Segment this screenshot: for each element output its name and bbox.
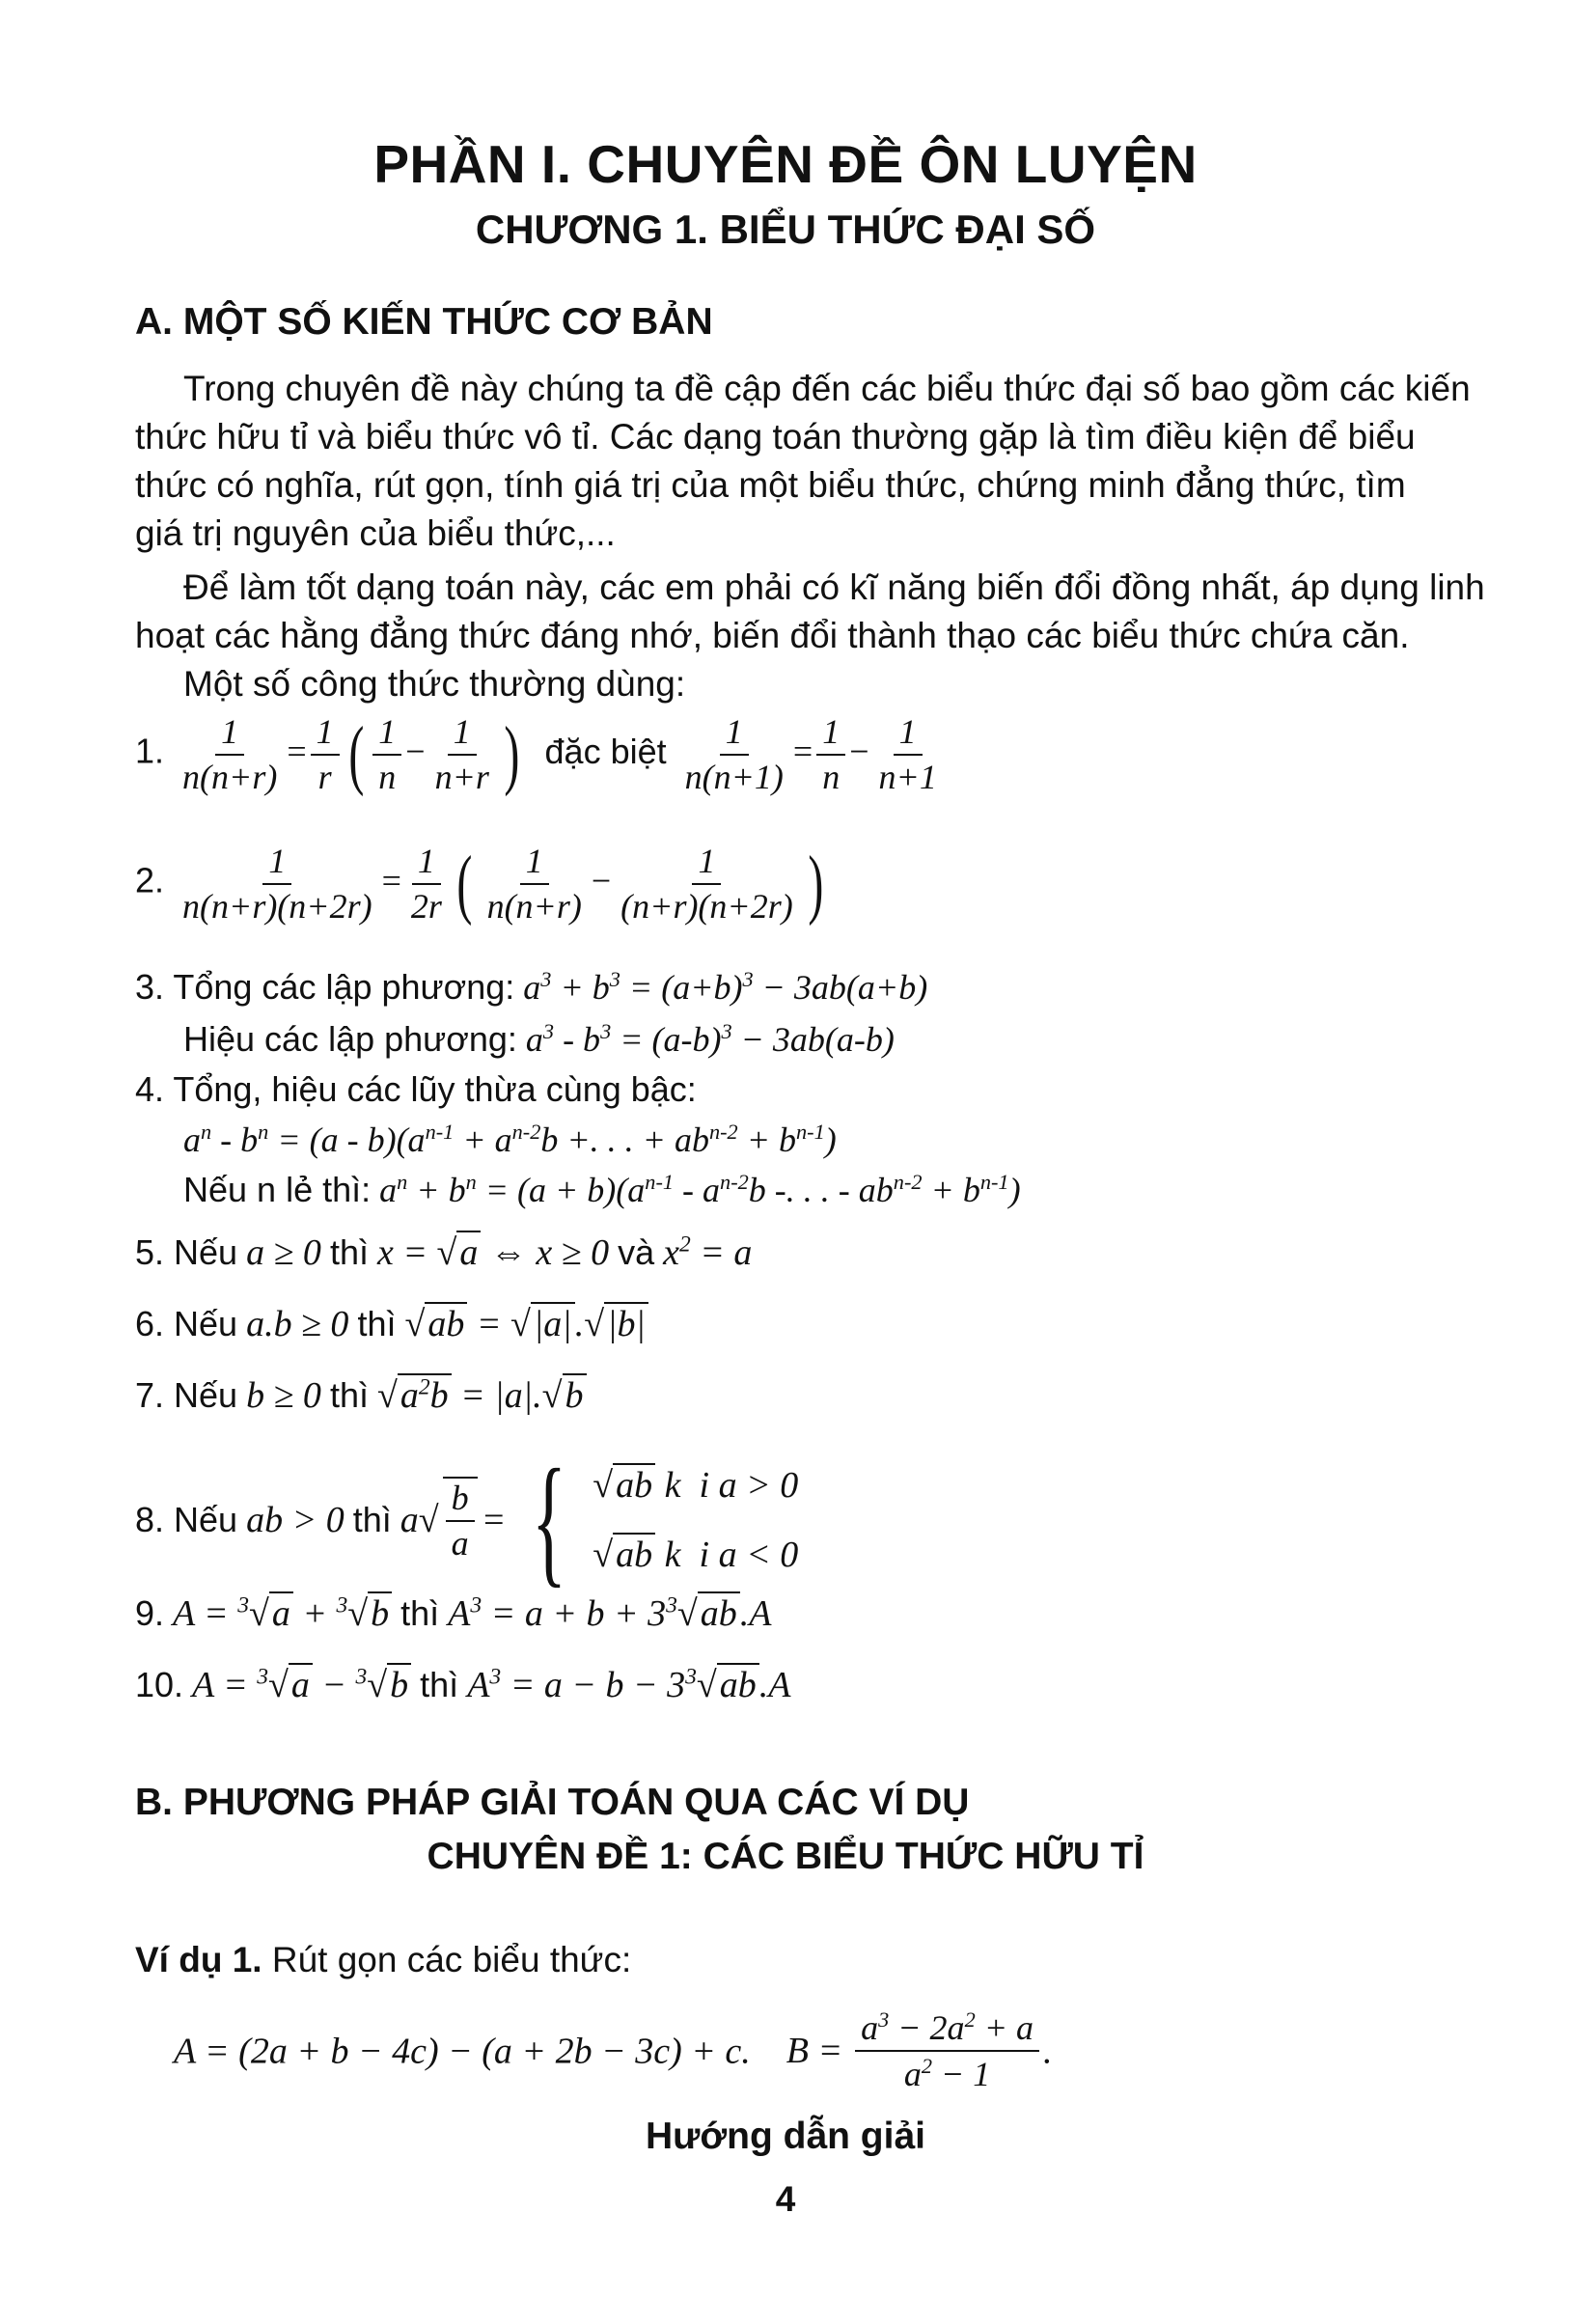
topic-title: CHUYÊN ĐỀ 1: CÁC BIỂU THỨC HỮU TỈ: [427, 1836, 1144, 1877]
formulas-intro: Một số công thức thường dùng:: [183, 664, 686, 704]
formula-3b-label: Hiệu các lập phương:: [183, 1019, 517, 1059]
part-title: PHẦN I. CHUYÊN ĐỀ ÔN LUYỆN: [373, 134, 1198, 194]
formula-4-label: 4. Tổng, hiệu các lũy thừa cùng bậc:: [135, 1069, 697, 1109]
para1-line1: Trong chuyên đề này chúng ta đề cập đến các biểu thức đại số bao gồm các kiến: [183, 369, 1471, 408]
formula-5-and: và: [618, 1232, 655, 1272]
section-a-heading: A. MỘT SỐ KIẾN THỨC CƠ BẢN: [135, 301, 713, 343]
formula-4b-label: Nếu n lẻ thì:: [183, 1170, 372, 1209]
formula-3b: Hiệu các lập phương: $a^3 - b^3 = (a-b)^3 - 3ab(a-b)$: [183, 1019, 895, 1059]
formula-2-number: 2.: [135, 860, 165, 900]
formula-8-then: thì: [352, 1500, 392, 1539]
page-number: 4: [775, 2179, 796, 2219]
formula-5-label: 5. Nếu: [135, 1232, 238, 1272]
formula-10-then: thì: [420, 1665, 459, 1704]
formula-2: 2. $\frac{1}{n(n+r)(n+2r)}$ = $\frac{1}{2r}$ ( $\frac{1}{n(n+r)}$ − $\frac{1}{(n+r)(n+2r)}$ ): [135, 842, 824, 927]
para1-line2: thức hữu tỉ và biểu thức vô tỉ. Các dạng toán thường gặp là tìm điều kiện để biểu: [135, 417, 1416, 456]
section-b-heading: B. PHƯƠNG PHÁP GIẢI TOÁN QUA CÁC VÍ DỤ: [135, 1782, 970, 1823]
formula-1-special: đặc biệt: [544, 731, 667, 771]
formula-1: 1. $\frac{1}{n(n+r)}$ = $\frac{1}{r}$ ( $\frac{1}{n}$ − $\frac{1}{n+r}$ ) đặc biệt $\frac{1}{n(n+1)}$ = $\frac{1}{n}$ − $\frac{1}{n+1}$: [135, 712, 937, 798]
para2-line1: Để làm tốt dạng toán này, các em phải có kĩ năng biến đổi đồng nhất, áp dụng linh: [183, 567, 1485, 607]
example-expressions: A = (2a + b − 4c) − (a + 2b − 3c) + c. B = $\frac{a^3 - 2a^2 + a}{a^2 - 1}$ .: [174, 2007, 1053, 2094]
chapter-title: CHƯƠNG 1. BIỂU THỨC ĐẠI SỐ: [475, 207, 1096, 252]
formula-6-label: 6. Nếu: [135, 1304, 238, 1343]
formula-9: 9. A = $^3$√a + $^3$√b thì $A^3 = a + b + 3^3√ab.A$: [135, 1592, 772, 1634]
formula-7: 7. Nếu b ≥ 0 thì $√a^2b = |a|.√b$: [135, 1374, 587, 1417]
formula-4b: Nếu n lẻ thì: $a^n + b^n = (a + b)(a^{n-1} - a^{n-2}b$ -. . . - $ab^{n-2} + b^{n-1}$): [183, 1170, 1021, 1209]
formula-1-number: 1.: [135, 731, 165, 771]
formula-9-label: 9.: [135, 1593, 165, 1633]
formula-4a: $a^n - b^n = (a - b)(a^{n-1} + a^{n-2}b$ +. . . + $ab^{n-2} + b^{n-1}$): [183, 1120, 837, 1159]
formula-5-then: thì: [329, 1232, 369, 1272]
formula-6: 6. Nếu a.b ≥ 0 thì √ab = √|a|.√|b|: [135, 1303, 648, 1345]
solution-label: Hướng dẫn giải: [646, 2116, 925, 2157]
formula-7-then: thì: [329, 1375, 369, 1415]
example-label: Ví dụ 1.: [135, 1940, 262, 1979]
formula-7-label: 7. Nếu: [135, 1375, 238, 1415]
para1-line4: giá trị nguyên của biểu thức,...: [135, 513, 616, 553]
formula-3a: 3. Tổng các lập phương: $a^3 + b^3 = (a+b)^3 - 3ab(a+b)$: [135, 967, 928, 1007]
para2-line2: hoạt các hằng đẳng thức đáng nhớ, biến đổi thành thạo các biểu thức chứa căn.: [135, 616, 1410, 655]
formula-3-label: 3. Tổng các lập phương:: [135, 967, 515, 1007]
formula-10-label: 10.: [135, 1665, 184, 1704]
formula-8: 8. Nếu ab > 0 thì a√ $\frac{b}{a}$ = { √ab k i a > 0 √ab k i a < 0: [135, 1440, 799, 1600]
para1-line3: thức có nghĩa, rút gọn, tính giá trị của một biểu thức, chứng minh đẳng thức, tìm: [135, 465, 1406, 505]
formula-10: 10. A = $^3$√a − $^3$√b thì $A^3 = a - b - 3^3√ab.A$: [135, 1664, 791, 1705]
example-text: Rút gọn các biểu thức:: [271, 1940, 632, 1979]
formula-9-then: thì: [400, 1593, 440, 1633]
formula-5: 5. Nếu a ≥ 0 thì x = √a ⇔ x ≥ 0 và $x^2 = a$: [135, 1231, 753, 1273]
formula-8-label: 8. Nếu: [135, 1500, 238, 1539]
example-1: [135, 1936, 631, 1984]
formula-6-then: thì: [357, 1304, 397, 1343]
